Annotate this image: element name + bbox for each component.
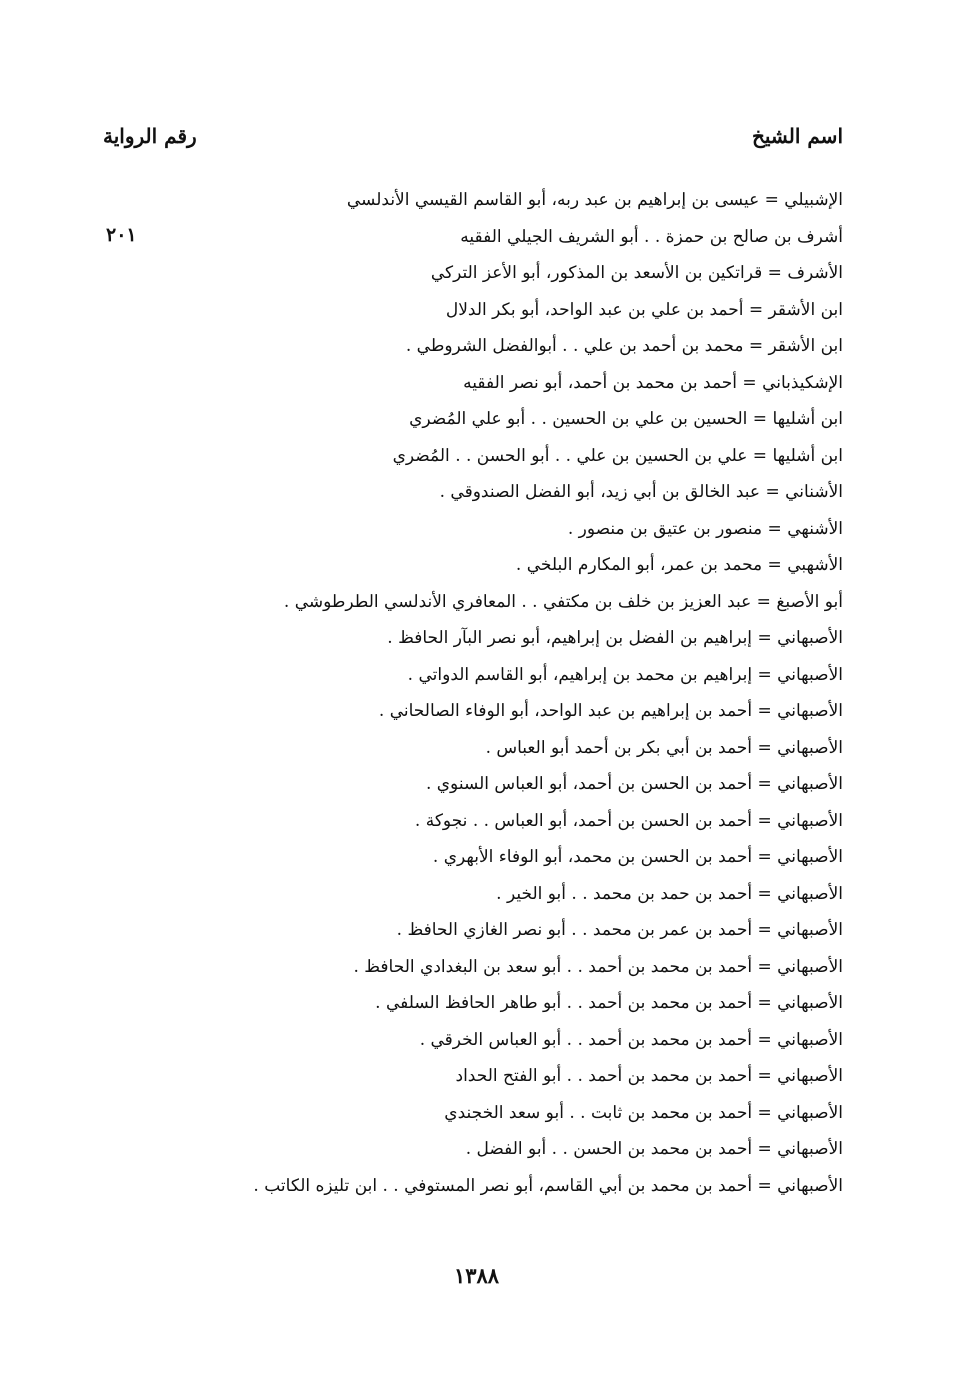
list-item: الأصبهاني = أحمد بن الحسن بن أحمد، أبو العباس . . نجوكة . [414,810,843,831]
column-header-narration-number: رقم الرواية [103,124,197,148]
list-item: الأصبهاني = أحمد بن الحسن بن محمد، أبو الوفاء الأبهري . [432,847,843,867]
entry-list [63,182,843,1204]
list-item: الأصبهاني = أحمد بن محمد بن أحمد . . أبو الفتح الحداد [455,1066,843,1086]
list-item: أبو الأصبغ = عبد العزيز بن خلف بن مكتفي . . المعافري الأندلسي الطرطوشي . [283,591,843,612]
list-item: الأصبهاني = أحمد بن حمد بن محمد . . أبو الخير . [496,883,843,904]
list-item: الأصبهاني = أحمد بن محمد بن أحمد . . أبو سعد بن البغدادي الحافظ . [353,956,843,977]
list-item: الأصبهاني = إبراهيم بن الفضل بن إبراهيم، أبو نصر البآر الحافظ . [387,628,843,648]
list-item: الأشهبي = محمد بن عمر، أبو المكارم البلخي . [515,555,843,575]
list-item: ابن أشليها = الحسين بن علي بن الحسين . . أبو علي المُضري [409,409,843,429]
list-item: ابن الأشقر = أحمد بن علي بن عبد الواحد، أبو بكر الدلال [445,299,843,320]
column-header-sheikh-name: اسم الشيخ [751,124,843,148]
list-item: الأشرف = قراتكين بن الأسعد بن المذكور، أبو الأعز التركي [430,263,843,283]
list-item: الأشناني = عبد الخالق بن أبي زيد، أبو الفضل الصندوقي . [439,482,843,502]
list-item: الأشنهي = منصور بن عتيق بن منصور . [567,518,843,539]
list-item: الأصبهاني = أحمد بن محمد بن ثابت . . أبو سعد الخجندي [444,1102,843,1123]
list-item: الأصبهاني = أحمد بن إبراهيم بن عبد الواحد، أبو الوفاء الصالحاني . [378,701,843,721]
list-item: الأصبهاني = أحمد بن عمر بن محمد . . أبو نصر الغازي الحافظ . [396,920,843,940]
list-item: الأصبهاني = أحمد بن محمد بن أحمد . . أبو طاهر الحافظ السلفي . [375,993,843,1013]
page-number: ١٣٨٨ [453,1263,500,1288]
list-item: الأصبهاني = إبراهيم بن محمد بن إبراهيم، أبو القاسم الدواتي . [407,664,843,685]
list-item: ابن أشليها = علي بن الحسين بن علي . . أبو الحسن . . المُضري [392,445,843,466]
list-item: الأصبهاني = أحمد بن محمد بن الحسن . . أبو الفضل . [465,1139,843,1159]
narration-number: ٢٠١ [106,224,137,246]
list-item: أشرف بن صالح بن حمزة . . أبو الشريف الجيلي الفقيه [460,226,843,247]
list-item: ابن الأشقر = محمد بن أحمد بن علي . . أبوالفضل الشروطي . [405,336,843,356]
list-item: الأصبهاني = أحمد بن الحسن بن أحمد، أبو العباس السنوي . [425,774,843,794]
list-item: الأصبهاني = أحمد بن أبي بكر بن أحمد أبو العباس . [485,737,843,758]
list-item: الإشكيذباني = أحمد بن محمد بن أحمد، أبو نصر الفقيه [463,372,843,393]
list-item: الأصبهاني = أحمد بن محمد بن أحمد . . أبو العباس الخرقي . [419,1029,843,1050]
list-item: الأصبهاني = أحمد بن محمد بن أبي القاسم، أبو نصر المستوفي . . ابن تليزه الكاتب . [253,1175,843,1196]
list-item: الإشبيلي = عيسى بن إبراهيم بن عبد ربه، أبو القاسم القيسي الأندلسي [346,190,843,210]
